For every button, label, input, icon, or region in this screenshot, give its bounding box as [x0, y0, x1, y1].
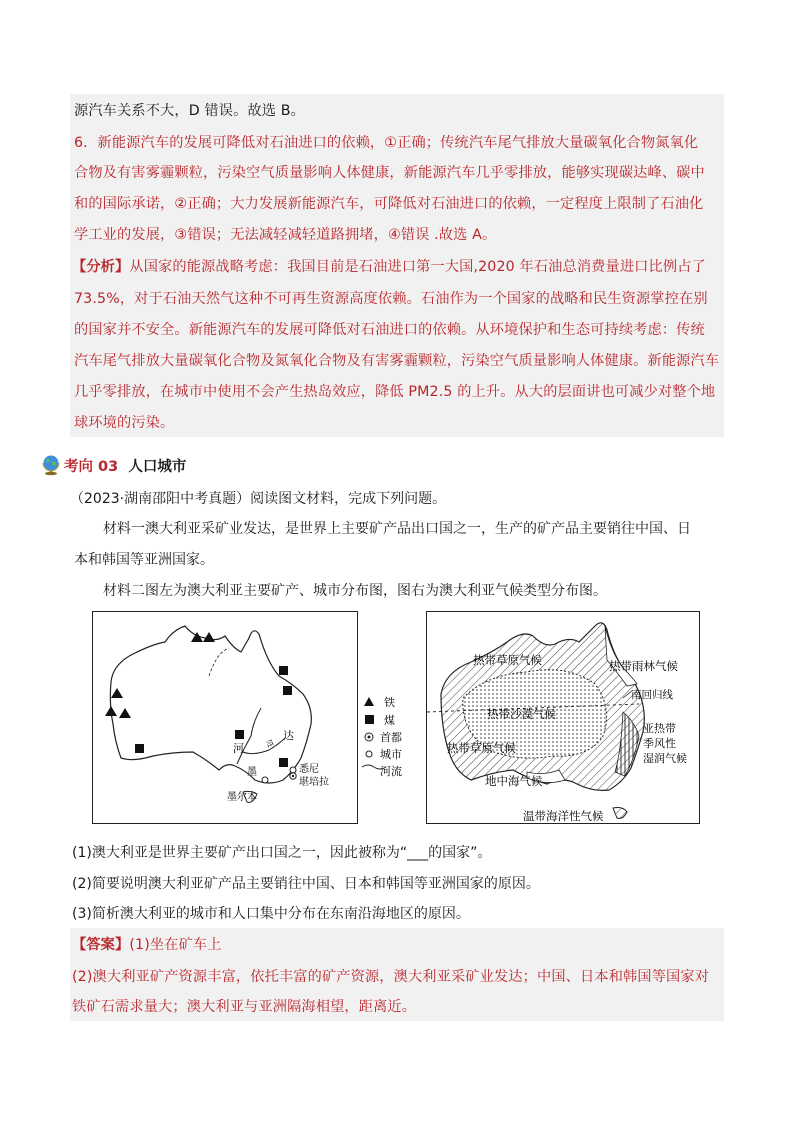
left-map-frame — [92, 611, 358, 824]
analysis-line-2: 的国家并不安全。新能源汽车的发展可降低对石油进口的依赖。从环境保护和生态可持续考虑：传统 — [74, 322, 705, 338]
river-label-3: 令 — [262, 737, 276, 752]
australia-minerals-map — [93, 612, 357, 823]
section-heading — [40, 450, 186, 480]
legend-coal-label: 煤 — [384, 714, 395, 727]
city-label-mel-area: 墨 — [247, 767, 257, 778]
answer-line-1: 6．新能源汽车的发展可降低对石油进口的依赖，①正确；传统汽车尾气排放大量碳氧化合物氮氧化 — [74, 135, 699, 151]
label-subtropical-2: 季风性 — [643, 737, 676, 750]
question-source: （2023·湖南邵阳中考真题）阅读图文材料，完成下列问题。 — [70, 491, 447, 507]
coal-marker — [283, 686, 292, 695]
legend-coal-symbol — [365, 715, 374, 724]
legend-city-symbol — [366, 751, 372, 757]
label-desert: 热带沙漠气候 — [487, 707, 556, 721]
coal-marker — [135, 744, 144, 753]
coal-marker — [279, 758, 288, 767]
analysis-tag: 【分析】 — [72, 259, 130, 275]
label-oceanic: 温带海洋性气候 — [523, 809, 604, 823]
section-title: 人口城市 — [128, 458, 187, 475]
material1-line-1: 材料一澳大利亚采矿业发达，是世界上主要矿产品出口国之一，生产的矿产品主要销往中国、日 — [103, 521, 691, 537]
label-rainforest: 热带雨林气候 — [609, 659, 678, 673]
label-savanna-north: 热带草原气候 — [473, 653, 542, 667]
answer2-line-1 — [72, 934, 222, 954]
legend-capital-label: 首都 — [380, 731, 402, 744]
label-savanna-west: 热带草原气候 — [447, 741, 516, 755]
answer2-a1: (1)坐在矿车上 — [129, 937, 222, 953]
tasmania — [613, 808, 627, 819]
analysis-line-0 — [72, 256, 706, 276]
answer2-line-2: (2)澳大利亚矿产资源丰富，依托丰富的矿产资源，澳大利亚采矿业发达；中国、日本和韩国等国家对 — [72, 969, 710, 985]
river-label-1: 河 — [233, 742, 244, 755]
answer-line-2: 合物及有害雾霾颗粒，污染空气质量影响人体健康，新能源汽车几乎零排放，能够实现碳达峰、碳中 — [74, 165, 705, 181]
legend-iron-symbol — [364, 697, 374, 706]
analysis-line-3: 汽车尾气排放大量碳氧化合物及氮氧化合物及有害雾霾颗粒，污染空气质量影响人体健康。新能源汽车 — [74, 353, 720, 369]
legend-river-label: 河流 — [380, 765, 402, 778]
right-map-frame — [426, 611, 700, 824]
label-mediterranean: 地中海气候 — [485, 774, 543, 788]
analysis-text-0: 从国家的能源战略考虑：我国目前是石油进口第一大国,2020 年石油总消费量进口比例占了 — [129, 259, 706, 275]
answer-line-0: 源汽车关系不大，D 错误。故选 B。 — [74, 103, 306, 119]
analysis-line-5: 球环境的污染。 — [74, 415, 175, 431]
question-3: (3)简析澳大利亚的城市和人口集中分布在东南沿海地区的原因。 — [72, 906, 470, 922]
city-label-sydney: 悉尼 — [299, 764, 319, 775]
answer2-line-3: 铁矿石需求量大；澳大利亚与亚洲隔海相望，距离近。 — [72, 999, 417, 1015]
answer-tag: 【答案】 — [72, 937, 130, 953]
question-2: (2)简要说明澳大利亚矿产品主要销往中国、日本和韩国等亚洲国家的原因。 — [72, 876, 540, 892]
question-1: (1)澳大利亚是世界主要矿产出口国之一，因此被称为“___的国家”。 — [72, 845, 492, 861]
left-map-legend — [362, 695, 422, 807]
analysis-line-1: 73.5%，对于石油天然气这种不可再生资源高度依赖。石油作为一个国家的战略和民生资源掌控在别 — [74, 291, 708, 307]
city-marker-sydney — [290, 767, 296, 773]
city-marker-melbourne — [262, 777, 268, 783]
label-subtropical-1: 亚热带 — [643, 722, 676, 735]
label-tropic: 南回归线 — [631, 689, 673, 701]
globe-icon — [40, 454, 62, 476]
river-label-2: 达 — [283, 729, 294, 742]
answer-line-3: 和的国际承诺，②正确；大力发展新能源汽车，可降低对石油进口的依赖，一定程度上限制了石油化 — [74, 196, 704, 212]
section-label — [64, 455, 186, 476]
answer-line-4: 学工业的发展，③错误；无法减轻减轻道路拥堵，④错误 .故选 A。 — [74, 227, 497, 243]
city-label-canberra: 堪培拉 — [299, 777, 329, 788]
section-number: 考向 03 — [64, 458, 119, 475]
australia-climate-map — [427, 612, 699, 823]
material1-line-2: 本和韩国等亚洲国家。 — [74, 552, 214, 568]
material2-line: 材料二图左为澳大利亚主要矿产、城市分布图，图右为澳大利亚气候类型分布图。 — [103, 583, 607, 599]
city-label-melbourne: 墨尔本 — [227, 792, 257, 803]
legend-city-label: 城市 — [380, 748, 402, 761]
coal-marker — [235, 730, 244, 739]
analysis-line-4: 几乎零排放，在城市中使用不会产生热岛效应，降低 PM2.5 的上升。从大的层面讲也可减少对整个地 — [74, 384, 716, 400]
label-subtropical-3: 湿润气候 — [643, 752, 687, 765]
iron-marker — [203, 632, 215, 642]
coal-marker — [279, 666, 288, 675]
legend-iron-label: 铁 — [384, 696, 395, 709]
